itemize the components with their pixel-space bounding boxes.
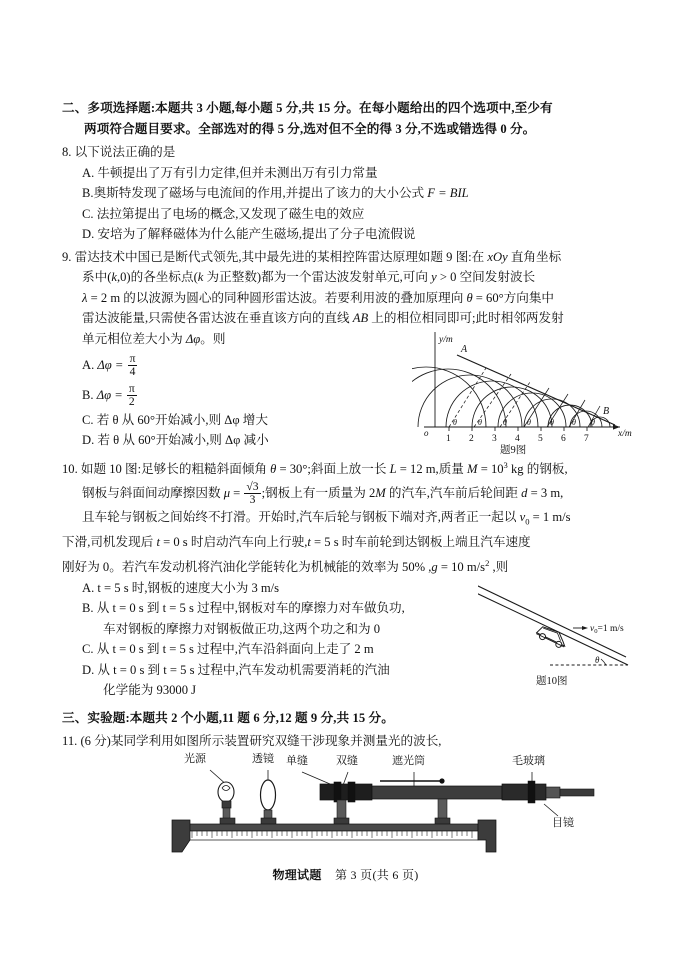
question-10-number: 10. [62, 461, 78, 476]
section-2-heading [62, 98, 640, 140]
question-8-stem-text: 以下说法正确的是 [74, 145, 176, 159]
fraction-numerator: √3 [246, 480, 259, 494]
question-8-option-d[interactable] [62, 224, 640, 245]
theta-symbol: θ [270, 461, 277, 476]
question-11-number: 11. [62, 733, 78, 748]
option-text: 奥斯特发现了磁场与电流间的作用,并提出了该力的大小公式 [93, 186, 428, 201]
figure-9-caption: 题9图 [500, 445, 527, 456]
angle-theta-mark: θ [527, 418, 531, 427]
figure-9-radar-wave-diagram [412, 332, 640, 460]
option-label: A. [82, 580, 95, 595]
fraction-numerator: π [129, 351, 136, 365]
option-text: t = 5 s 时,钢板的速度大小为 3 m/s [97, 580, 280, 595]
velocity-subscript: 0 [525, 516, 530, 527]
question-9-stem-line-2 [62, 267, 640, 288]
k-symbol: k [197, 270, 204, 285]
angle-theta-mark: θ [572, 418, 576, 427]
exponent: 3 [503, 459, 508, 470]
stem-text: 刚好为 0。若汽车发动机将汽油化学能转化为机械能的效率为 50% , [62, 560, 432, 575]
time-symbol: t [307, 535, 311, 550]
figure-10-velocity-label: $v_0=1$ m/s [590, 624, 624, 635]
label-shield-tube: 遮光筒 [392, 755, 425, 767]
angle-theta-mark: θ [591, 418, 595, 427]
section-3-heading: 三、实验题:本题共 2 个小题,11 题 6 分,12 题 9 分,共 15 分。 [62, 710, 394, 725]
figure-9-x-axis-label: x/m [618, 429, 632, 439]
question-10-stem-line-5 [62, 553, 640, 578]
option-text: 从 t = 0 s 到 t = 5 s 过程中,汽车沿斜面向上走了 2 m [96, 642, 374, 657]
figure-9-y-axis-label: y/m [439, 335, 453, 345]
figure-10-svg [478, 585, 648, 685]
label-double-slit: 双缝 [336, 755, 358, 767]
option-label: C. [82, 642, 94, 657]
x-tick-label-7: 7 [584, 434, 589, 444]
leader-single-slit [302, 772, 330, 784]
optical-bench-rail [172, 820, 496, 852]
label-lens: 透镜 [252, 753, 274, 765]
label-ground-glass: 毛玻璃 [512, 755, 545, 767]
exponent: 2 [485, 558, 490, 569]
option-text: 若 θ 从 60°开始减小,则 Δφ 减小 [97, 433, 269, 448]
velocity-arrow-head [582, 626, 588, 630]
option-label: D. [82, 662, 95, 677]
fraction-numerator: π [128, 381, 135, 395]
support-posts [220, 799, 450, 826]
figure-11-double-slit-apparatus [152, 748, 604, 856]
stem-text: = [230, 486, 244, 501]
lens-element [261, 780, 276, 822]
option-text-continued: 化学能为 93000 J [103, 683, 197, 698]
lambda-symbol: λ [82, 290, 88, 305]
page-footer [0, 866, 691, 883]
question-8-option-c[interactable] [62, 204, 640, 225]
stem-text: = 0 s 时启动汽车向上行驶, [159, 535, 308, 550]
stem-text: 为正整数)都为一个雷达波发射单元,可向 [203, 270, 432, 285]
stem-text: 的汽车,汽车前后轮间距 [385, 486, 522, 501]
stem-text: = 2 m 的以波源为圆心的同种圆形雷达波。若要利用波的叠加原理向 [87, 290, 467, 305]
label-eyepiece: 目镜 [552, 817, 574, 829]
question-10-stem-line-4 [62, 532, 640, 553]
x-tick-label-6: 6 [561, 434, 566, 444]
angle-theta-mark: θ [453, 418, 457, 427]
stem-text: ,0)的各坐标点( [116, 270, 198, 285]
option-text: 从 t = 0 s 到 t = 5 s 过程中,汽车发动机需要消耗的汽油 [97, 662, 390, 677]
stem-text: = 3 m, [527, 486, 564, 501]
option-label: C. [82, 206, 94, 221]
question-8-option-b[interactable] [62, 183, 640, 204]
angle-theta-mark: θ [550, 418, 554, 427]
stem-text: 直角坐标 [507, 249, 562, 264]
stem-text: 钢板与斜面间动摩擦因数 [82, 486, 224, 501]
option-label: B. [82, 387, 94, 402]
figure-9-point-a-label: A [461, 344, 468, 355]
length-symbol: L [389, 461, 397, 476]
question-9-stem-line-4 [62, 308, 640, 329]
stem-text: = 30°;斜面上放一长 [276, 461, 390, 476]
option-text: 从 t = 0 s 到 t = 5 s 过程中,钢板对车的摩擦力对车做负功, [96, 601, 405, 616]
stem-text: 上的相位相同即可;此时相邻两发射 [368, 311, 564, 326]
section-2-heading-line-2: 两项符合题目要求。全部选对的得 5 分,选对但不全的得 3 分,不选或错选得 0 分。 [84, 122, 536, 136]
option-text: 安培为了解释磁体为什么能产生磁场,提出了分子电流假说 [97, 227, 416, 242]
figure-9-origin-label: o [424, 428, 429, 438]
fraction-pi-over-2 [127, 383, 137, 408]
stem-text: = 5 s 时车前轮到达钢板上端且汽车速度 [310, 535, 531, 550]
section-2-heading-line-1: 二、多项选择题:本题共 3 小题,每小题 5 分,共 15 分。在每小题给出的四个选项中,至少有 [62, 101, 553, 115]
option-label: D. [82, 433, 95, 448]
figure-9-point-b-label: B [603, 406, 610, 417]
option-label: D. [82, 227, 95, 242]
figure-10-caption: 题10图 [536, 676, 568, 687]
option-formula: F = BIL [427, 186, 469, 201]
option-label: B. [82, 186, 94, 201]
fraction-sqrt3-over-3 [244, 481, 260, 506]
option-expression: Δφ = [97, 357, 127, 372]
fraction-denominator: 4 [128, 365, 138, 378]
bench-right-foot [478, 820, 496, 852]
fraction-denominator: 2 [127, 395, 137, 408]
figure-10-incline-diagram [478, 585, 648, 700]
velocity-symbol: v [519, 510, 526, 525]
label-single-slit: 单缝 [286, 755, 308, 767]
mass-symbol: M [375, 486, 386, 501]
stem-text: = 1 m/s [529, 510, 571, 525]
stem-text: ;钢板上有一质量为 2 [261, 486, 376, 501]
question-9-number: 9. [62, 249, 72, 264]
fraction-denominator: 3 [244, 493, 260, 506]
k-symbol: k [111, 270, 117, 285]
option-text: 法拉第提出了电场的概念,又发现了磁生电的效应 [96, 206, 365, 221]
question-10-stem-line-2 [62, 479, 640, 507]
stem-text: 。则 [200, 331, 226, 346]
question-8 [62, 142, 640, 245]
time-symbol: t [156, 535, 160, 550]
question-10-stem-line-3 [62, 507, 640, 532]
x-tick-label-5: 5 [538, 434, 543, 444]
line-ab-symbol: AB [352, 311, 369, 326]
distance-symbol: d [521, 486, 528, 501]
footer-subject: 物理试题 [272, 868, 322, 882]
x-tick-label-2: 2 [469, 434, 474, 444]
option-text: 若 θ 从 60°开始减小,则 Δφ 增大 [96, 412, 268, 427]
x-tick-label-4: 4 [515, 434, 520, 444]
stem-text: = 10 m/s [437, 560, 486, 575]
delta-phi-symbol: Δφ [185, 331, 201, 346]
figure-9-svg [412, 332, 640, 444]
shield-tube-assembly [320, 778, 594, 803]
stem-text: 雷达技术中国已是断代式领先,其中最先进的某相控阵雷达原理如题 9 图:在 [74, 249, 488, 264]
footer-page-number: 第 3 页(共 6 页) [334, 868, 419, 882]
figure-10-theta-label: θ [595, 655, 600, 665]
option-text: 牛顿提出了万有引力定律,但并未测出万有引力常量 [97, 165, 378, 180]
angle-theta-mark: θ [478, 418, 482, 427]
stem-text: 单元相位差大小为 [82, 331, 186, 346]
stem-text: = 10 [477, 461, 504, 476]
light-source-bulb [218, 782, 234, 820]
question-8-number: 8. [62, 145, 72, 159]
stem-text: 如题 10 图:足够长的粗糙斜面倾角 [80, 461, 271, 476]
theta-symbol: θ [466, 290, 473, 305]
coord-system-symbol: xOy [487, 249, 508, 264]
option-label: B. [82, 601, 94, 616]
option-text-continued: 车对钢板的摩擦力对钢板做正功,这两个功之和为 0 [103, 621, 381, 636]
gravity-symbol: g [431, 560, 438, 575]
option-label: A. [82, 357, 95, 372]
stem-text: 系中( [82, 270, 112, 285]
option-label: A. [82, 165, 95, 180]
question-9-stem-line-3 [62, 288, 640, 309]
stem-text: 且车轮与钢板之间始终不打滑。开始时,汽车后轮与钢板下端对齐,两者正一起以 [82, 510, 520, 525]
stem-text: 下滑,司机发现后 [62, 535, 157, 550]
angle-theta-mark: θ [503, 418, 507, 427]
mass-symbol: M [467, 461, 478, 476]
mu-symbol: μ [223, 486, 231, 501]
question-8-stem [62, 142, 640, 163]
y-symbol: y [431, 270, 437, 285]
option-label: C. [82, 412, 94, 427]
option-expression: Δφ = [96, 387, 126, 402]
label-light-source: 光源 [184, 753, 206, 765]
stem-text: ,则 [489, 560, 509, 575]
stem-text: kg 的钢板, [507, 461, 568, 476]
bench-left-foot [172, 820, 190, 852]
x-tick-label-1: 1 [446, 434, 451, 444]
fraction-pi-over-4 [128, 353, 138, 378]
question-9-stem-line-1 [62, 247, 640, 268]
stem-text: > 0 空间发射波长 [436, 270, 536, 285]
stem-text: = 12 m,质量 [396, 461, 468, 476]
stem-text: = 60°方向集中 [472, 290, 555, 305]
stem-text: 雷达波能量,只需使各雷达波在垂直该方向的直线 [82, 311, 353, 326]
x-tick-label-3: 3 [492, 434, 497, 444]
question-11-stem-text: (6 分)某同学利用如图所示装置研究双缝干涉现象并测量光的波长, [80, 733, 442, 748]
steel-plank-top [478, 585, 626, 657]
angle-arc [601, 659, 606, 665]
question-8-option-a[interactable] [62, 163, 640, 184]
